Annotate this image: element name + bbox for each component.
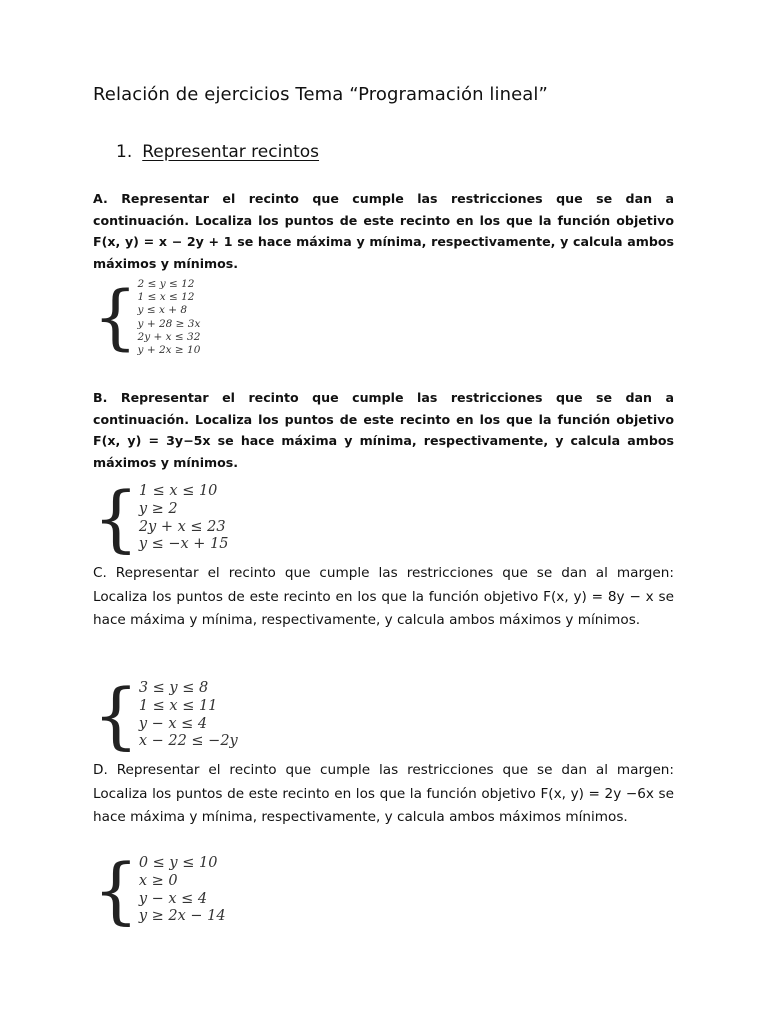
exercise-c-statement: C. Representar el recinto que cumple las restricciones que se dan al margen: Localiza los puntos de este recinto en los que la función objetivo F(x, y) = 8y − x se hace máxima y mínima, respectivamente, y calcula ambos máximos y mínimos.	[93, 565, 674, 628]
constraint: y + 2x ≥ 10	[137, 344, 201, 357]
constraint: y − x ≤ 4	[138, 890, 208, 907]
constraint: x ≥ 0	[138, 872, 178, 889]
constraint: y ≤ x + 8	[137, 304, 188, 317]
constraint: 1 ≤ x ≤ 12	[137, 291, 195, 304]
section-heading	[116, 142, 319, 162]
constraint-list	[139, 853, 226, 926]
exercise-b-statement: B. Representar el recinto que cumple las restricciones que se dan a continuación. Localiza los puntos de este recinto en los que la función objetivo F(x, y) = 3y−5x se hace máxima y mínima, respectivamente, y calcula ambos máximos y mínimos.	[93, 390, 674, 470]
constraint: 1 ≤ x ≤ 11	[138, 697, 218, 714]
constraint: y ≤ −x + 15	[138, 536, 229, 553]
exercise-d-statement: D. Representar el recinto que cumple las restricciones que se dan al margen: Localiza los puntos de este recinto en los que la función objetivo F(x, y) = 2y −6x se hace máxima y mínima, respectivamente, y calcula ambos máximos mínimos.	[93, 762, 674, 825]
exercise-c-system	[93, 672, 238, 757]
constraint-list	[139, 678, 238, 751]
constraint: 2 ≤ y ≤ 12	[137, 278, 195, 290]
document-title: Relación de ejercicios Tema “Programación lineal”	[93, 84, 548, 105]
constraint: y − x ≤ 4	[138, 715, 208, 732]
exercise-b-system	[93, 475, 229, 560]
exercise-a-system	[93, 277, 200, 357]
exercise-a-statement: A. Representar el recinto que cumple las restricciones que se dan a continuación. Localiza los puntos de este recinto en los que la función objetivo F(x, y) = x − 2y + 1 se hace máxima y mínima, respectivamente, y calcula ambos máximos y mínimos.	[93, 191, 674, 271]
constraint: 2y + x ≤ 32	[137, 330, 201, 343]
constraint-list	[139, 481, 229, 554]
constraint: 3 ≤ y ≤ 8	[138, 680, 209, 696]
section-title: Representar recintos	[142, 142, 320, 162]
constraint: 2y + x ≤ 23	[138, 518, 226, 535]
constraint: x − 22 ≤ −2y	[138, 733, 238, 750]
constraint: y ≥ 2x − 14	[138, 908, 226, 925]
constraint: y ≥ 2	[138, 500, 178, 517]
brace-symbol: {	[93, 847, 139, 932]
section-number: 1.	[116, 142, 133, 162]
constraint-list	[138, 277, 201, 357]
brace-symbol: {	[93, 475, 139, 560]
exercise-d-system	[93, 847, 226, 932]
constraint: 0 ≤ y ≤ 10	[138, 855, 218, 871]
brace-symbol: {	[93, 672, 139, 757]
constraint: y + 28 ≥ 3x	[137, 317, 201, 330]
brace-symbol: {	[93, 276, 138, 359]
document-page	[93, 0, 674, 1024]
constraint: 1 ≤ x ≤ 10	[138, 483, 218, 499]
